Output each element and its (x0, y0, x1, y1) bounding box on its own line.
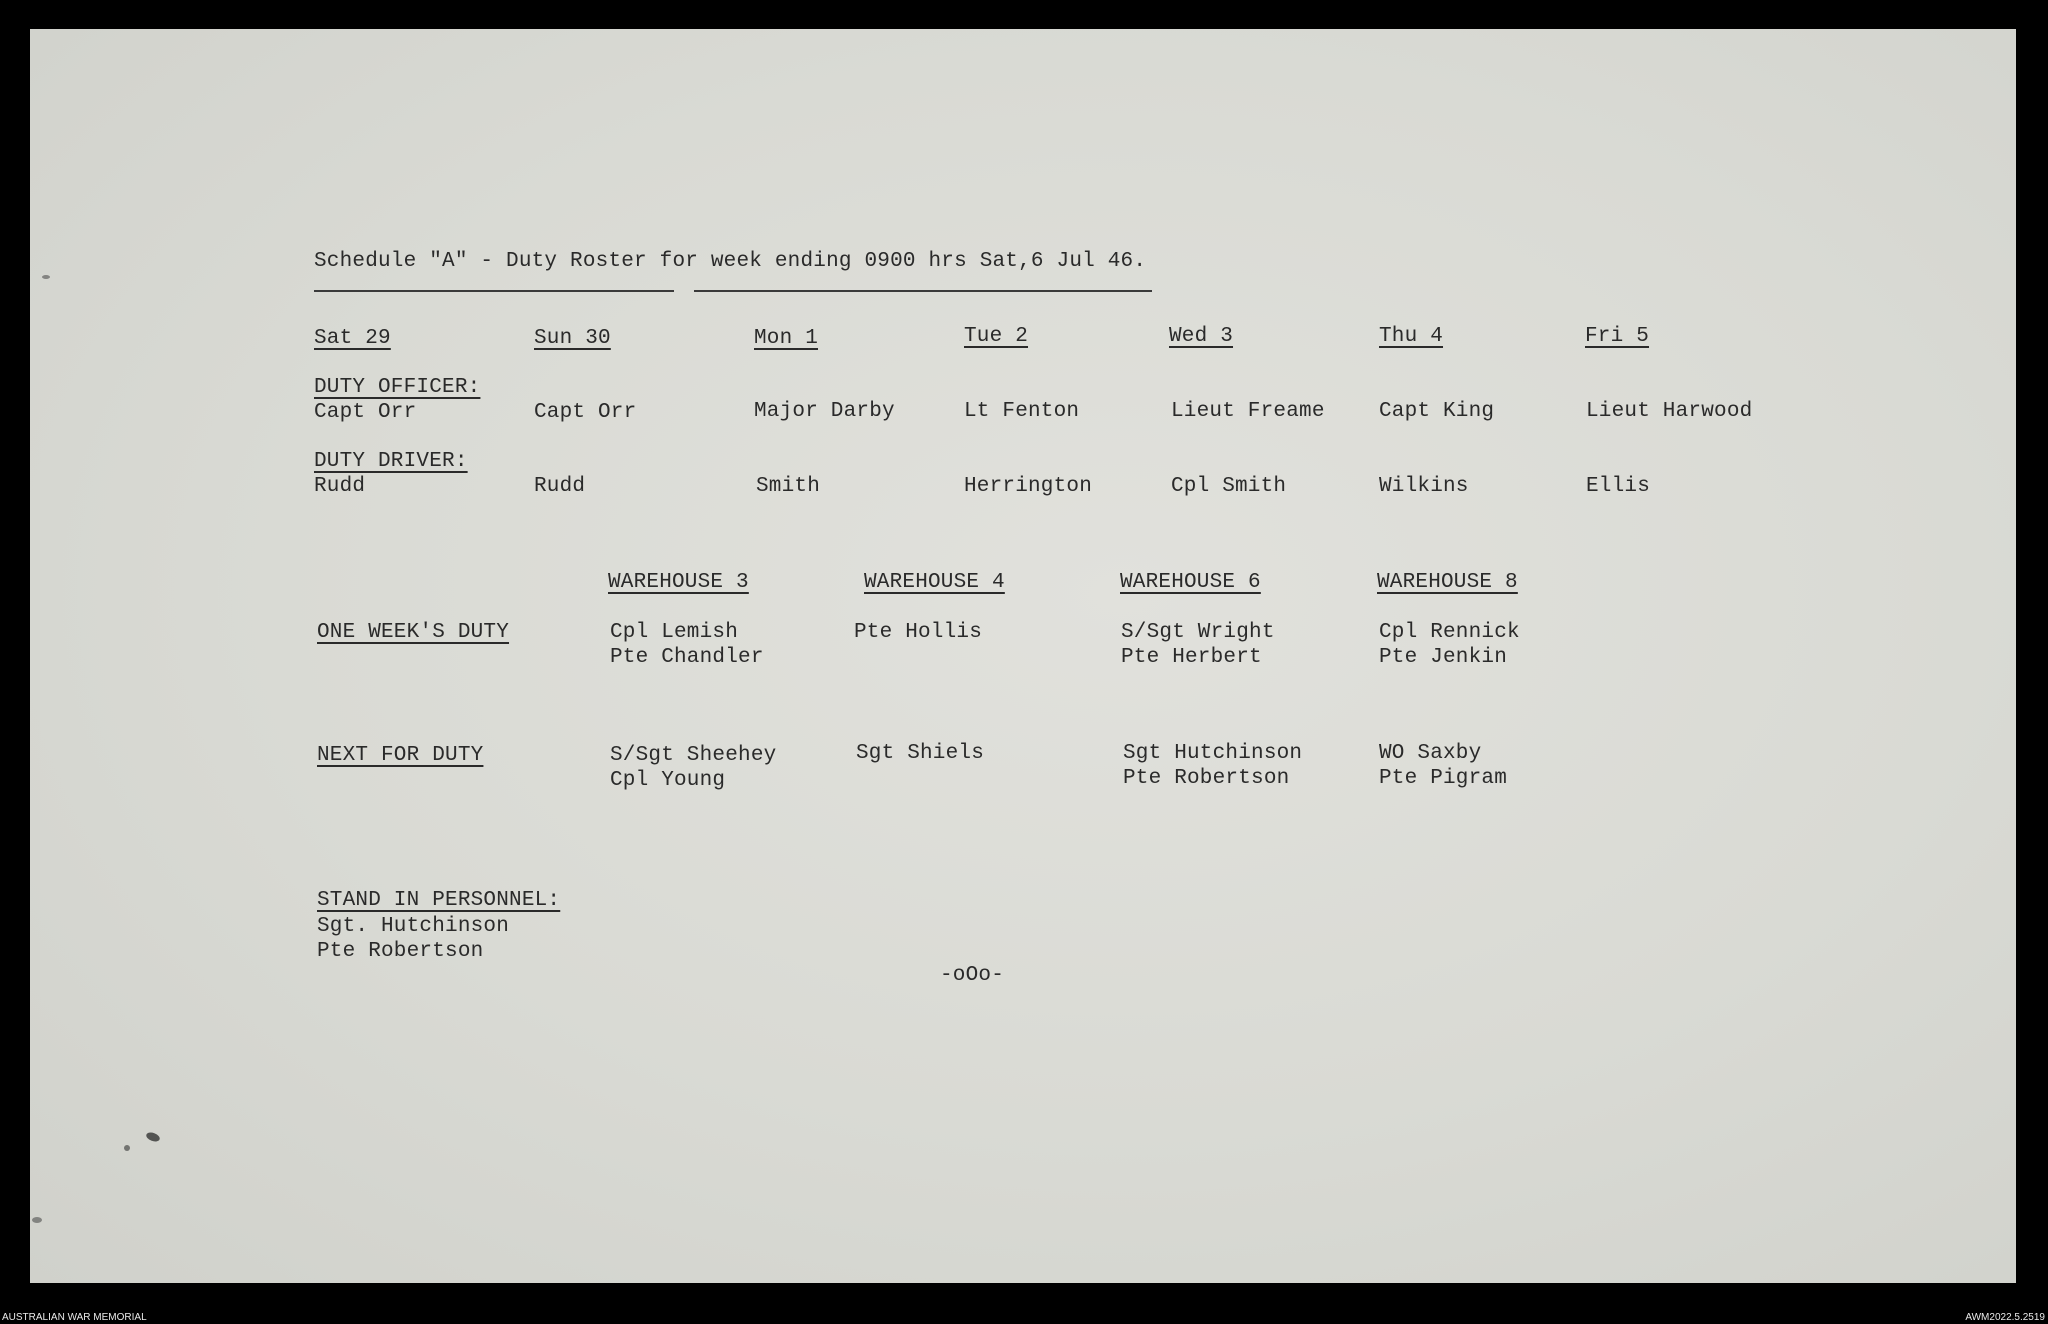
duty-officer-label: DUTY OFFICER: (314, 376, 481, 399)
duty-name: Pte Herbert (1121, 646, 1262, 669)
punch-mark (42, 275, 50, 279)
duty-officer-name: Lt Fenton (964, 400, 1080, 423)
day-heading: Sat 29 (314, 327, 391, 350)
day-heading: Tue 2 (964, 325, 1029, 348)
duty-officer-name: Lieut Harwood (1586, 400, 1753, 423)
day-heading: Wed 3 (1169, 325, 1234, 348)
stand-in-name: Pte Robertson (317, 940, 484, 963)
title-underline-right (694, 290, 1152, 292)
duty-driver-name: Rudd (314, 475, 366, 498)
duty-name: Sgt Shiels (856, 742, 985, 765)
day-heading: Fri 5 (1585, 325, 1650, 348)
duty-officer-name: Capt Orr (314, 401, 417, 424)
duty-name: Cpl Rennick (1379, 621, 1520, 644)
duty-name: Pte Jenkin (1379, 646, 1508, 669)
punch-mark (32, 1217, 42, 1223)
duty-driver-name: Herrington (964, 475, 1093, 498)
end-mark: -oOo- (940, 964, 1005, 987)
stand-in-label: STAND IN PERSONNEL: (317, 889, 561, 912)
duty-name: Pte Robertson (1123, 767, 1290, 790)
paper-blemish (145, 1131, 161, 1143)
document-page (30, 29, 2016, 1283)
duty-name: WO Saxby (1379, 742, 1482, 765)
duty-name: S/Sgt Wright (1121, 621, 1275, 644)
duty-officer-name: Capt Orr (534, 401, 637, 424)
duty-name: Pte Hollis (854, 621, 983, 644)
duty-name: Cpl Young (610, 769, 726, 792)
warehouse-heading: WAREHOUSE 4 (864, 571, 1005, 594)
duty-driver-name: Smith (756, 475, 821, 498)
duty-driver-name: Wilkins (1379, 475, 1469, 498)
duty-officer-name: Capt King (1379, 400, 1495, 423)
paper-blemish (124, 1145, 130, 1151)
duty-officer-name: Major Darby (754, 400, 895, 423)
warehouse-heading: WAREHOUSE 8 (1377, 571, 1518, 594)
duty-name: Pte Chandler (610, 646, 764, 669)
footer-left: AUSTRALIAN WAR MEMORIAL (2, 1312, 147, 1323)
next-for-duty-label: NEXT FOR DUTY (317, 744, 484, 767)
warehouse-heading: WAREHOUSE 3 (608, 571, 749, 594)
day-heading: Mon 1 (754, 327, 819, 350)
day-heading: Thu 4 (1379, 325, 1444, 348)
duty-name: S/Sgt Sheehey (610, 744, 777, 767)
title-underline-left (314, 290, 674, 292)
duty-driver-label: DUTY DRIVER: (314, 450, 468, 473)
day-heading: Sun 30 (534, 327, 611, 350)
duty-driver-name: Rudd (534, 475, 586, 498)
one-weeks-duty-label: ONE WEEK'S DUTY (317, 621, 510, 644)
footer-right: AWM2022.5.2519 (1965, 1312, 2045, 1323)
warehouse-heading: WAREHOUSE 6 (1120, 571, 1261, 594)
duty-driver-name: Cpl Smith (1171, 475, 1287, 498)
duty-name: Pte Pigram (1379, 767, 1508, 790)
duty-name: Sgt Hutchinson (1123, 742, 1303, 765)
document-title: Schedule "A" - Duty Roster for week ending 0900 hrs Sat,6 Jul 46. (314, 250, 1147, 273)
duty-officer-name: Lieut Freame (1171, 400, 1325, 423)
duty-driver-name: Ellis (1586, 475, 1651, 498)
stand-in-name: Sgt. Hutchinson (317, 915, 510, 938)
duty-name: Cpl Lemish (610, 621, 739, 644)
